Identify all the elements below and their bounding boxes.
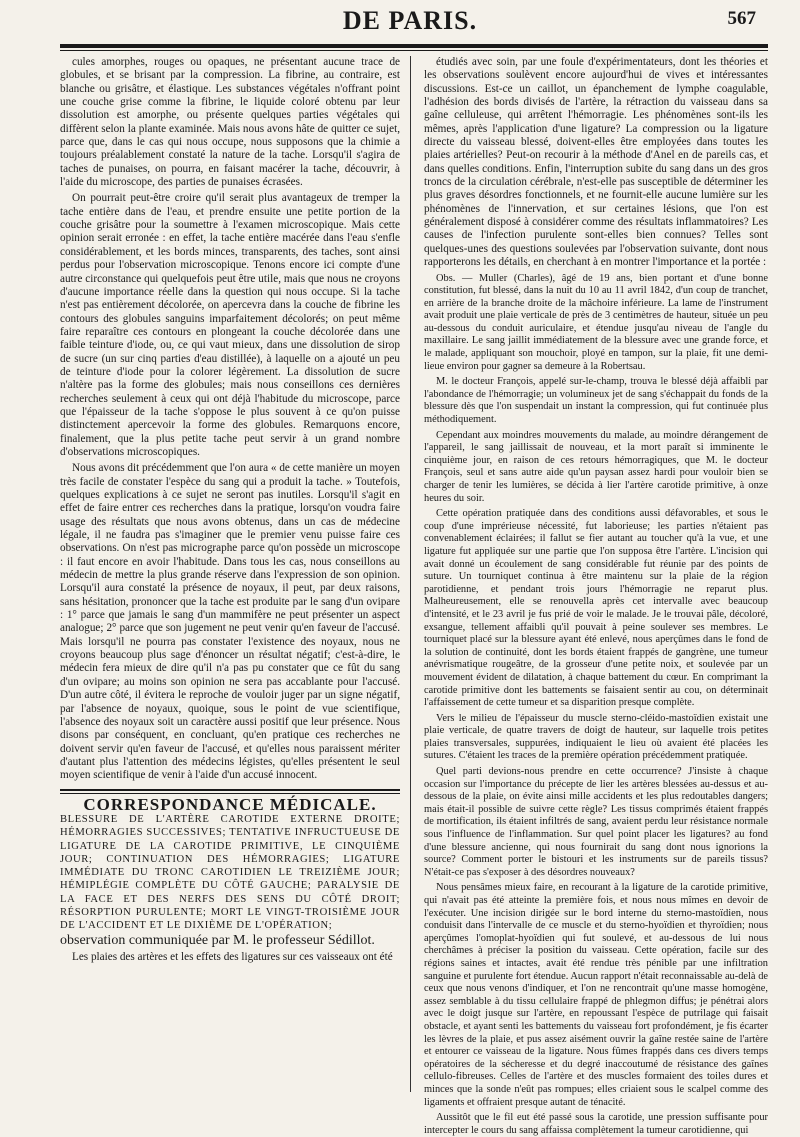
observation-paragraph: Obs. — Muller (Charles), âgé de 19 ans, bien portant et d'une bonne constitution, fut blessé, dans la nuit du 10 au 11 avril 1842, d'un coup de tranchet, en arrière de la branche droite de la mâchoire inférieure. La lame de l'instrument avait produit une plaie verticale de près de 3 centimètres de hauteur, située un peu au-dessous du conduit auriculaire, et étendue jusqu'au niveau de l'angle du maxillaire. Le sang jaillit immédiatement de la blessure avec une grande force, et le malade, appliquant son mouchoir, ployé en tampon, sur la plaie, fit une demi-lieue environ pour gagner sa demeure à la Robertsau. <box>424 272 768 372</box>
left-paragraph: On pourrait peut-être croire qu'il serait plus avantageux de tremper la tache entière dans de l'eau, et prendre ensuite une petite portion de la couche grisâtre pour la soumettre à l'examen microscopique. Mais cette opinion serait erronée : en effet, la tache entière macérée dans l'eau s'enfle considérablement, et les bords minces, transparents, des taches, sont ainsi perdus pour l'observation microscopique. Tenons encore ici compte d'une autre circonstance qui quelquefois peut être utile, mais que nous ne croyons d'aucune importance réelle dans la question qui nous occupe. Si la tache n'est pas entièrement décolorée, on apercevra dans la couche de fibrine les contours des globules sanguins imparfaitement décolorés; on peut même faire reparaître ces contours en plongeant la couche décolorée dans une faible teinture d'iode, ou, ce qui vaut mieux, dans une dissolution de sirop de sucre (un sur cinq parties d'eau distillée), à laquelle on a ajouté un peu de teinture d'iode pour la colorer légèrement. La dissolution de sucre n'altère pas la forme des globules; mais nous conseillons ces dernières recherches seulement à ceux qui ont déjà l'habitude du microscope, parce que l'épaisseur de la tache s'oppose le plus souvent à ce qu'on puisse distinctement apercevoir la forme des globules. Remarquons encore, finalement, que la plus petite tache peut servir à un grand nombre d'observations microscopiques. <box>60 192 400 458</box>
observation-paragraph: M. le docteur François, appelé sur-le-champ, trouva le blessé déjà affaibli par l'abondance de l'hémorragie; un volumineux jet de sang s'échappait du fonds de la blessure dès que l'on suspendait un instant la compression, qui fut continuée plus méthodiquement. <box>424 376 768 426</box>
page-number: 567 <box>727 8 756 29</box>
section-title: CORRESPONDANCE MÉDICALE. <box>83 794 377 814</box>
section-rule <box>60 789 400 794</box>
observation-paragraph: Nous pensâmes mieux faire, en recourant à la ligature de la carotide primitive, qui n'avait pas été atteinte la première fois, et nous nous mîmes en devoir de l'exécuter. Une incision dirigée sur le bord interne du sterno-mastoïdien, nous conduisit dans l'intervalle de ce muscle et du sterno-hyoïdien et thyroïdien; nous aperçûmes l'omoplat-hyoïdien qui fut soulevé, et au-dessous de lui nous cherchâmes à préciser la position du vaisseau. Cette opération, facile sur des régions saines et intactes, avait été rendue très pénible par une infiltration sanguine et purulente fort étendue. Aucun rapport n'était reconnaissable au-delà de ceux que nous venons d'indiquer, et l'on ne rencontrait qu'une masse homogène, assez semblable à du tissu cellulaire frappé de phlegmon diffus; je pénétrai alors avec le doigt jusque sur l'artère, en repoussant l'espèce de putrilage qui faisait obstacle, et ayant senti les battements du vaisseau fort profondément, je fis écarter les lèvres de la plaie, et pus assez aisément ouvrir la gaîne restée saine de l'artère et entourer ce vaisseau de la ligature. Nous fûmes frappés dans ces divers temps opératoires de la sécheresse et du degré inaccoutumé de résistance des gaînes cellulo-fibreuses. Celles de l'artère et des muscles formaient des toiles dures et minces que la sonde n'eût pas rompues; elles criaient sous le scalpel comme des ligaments et offraient presque autant de ténacité. <box>424 882 768 1108</box>
section-author: observation communiquée par M. le professeur Sédillot. <box>60 932 375 948</box>
left-paragraph: Nous avons dit précédemment que l'on aura « de cette manière un moyen très facile de constater l'espèce du sang qui a produit la tache. » Toutefois, quelques explications à ce sujet ne seront pas inutiles. Lorsqu'il s'agit en effet de faire entrer ces recherches dans la pratique, lorsqu'on voudra faire usage des résultats que nous avons obtenus, dans un cas de médecine légale, il ne faudra pas s'imaginer que le premier venu puisse faire ces observations. On n'est pas micrographe parce qu'on possède un microscope : il faut encore en avoir l'habitude. Dans tous les cas, nous conseillons au médecin de mettre la plus grande réserve dans l'expression de son opinion. Lorsqu'il aura constaté la présence de noyaux, il peut, par deux raisons, sans hésitation, prononcer que la tache est produite par le sang d'un ovipare : 1° parce que jamais le sang d'un mammifère ne peut présenter un aspect analogue; 2° parce que son jugement ne peut venir qu'en faveur de l'accusé. Mais lorsqu'il ne pourra pas constater l'existence des noyaux, nous ne croyons beaucoup plus sage d'énoncer un résultat négatif; c'est-à-dire, le médecin fera mieux de dire qu'il n'a pas pu constater que ce fût du sang d'un ovipare; au moins son opinion ne sera pas accablante pour l'accusé. D'un autre côté, il évitera le reproche de vouloir juger par un signe négatif, par l'absence de noyaux, quoique, sous le point de vue scientifique, l'absence des noyaux soit un caractère aussi positif que leur présence. Nous disons par conséquent, en concluant, qu'en pratique ces recherches ne doivent servir qu'en faveur de l'accusé, et qu'elles nous paraissent mériter d'autant plus l'attention des médecins légistes, qu'elles présentent le seul moyen scientifique de venir à l'aide d'un accusé innocent. <box>60 462 400 782</box>
right-column <box>424 56 768 1136</box>
observation-paragraph: Cette opération pratiquée dans des conditions aussi défavorables, et sous le coup d'une imprérieuse nécessité, fut laborieuse; les parties n'étaient pas convenablement éclairées; il fallut se fier autant au toucher qu'à la vue, et une ligature fut appliquée sur une partie que l'on supposa être l'artère. L'incision qui avait donné un écoulement de sang considérable fut réunie par des points de suture. Un tourniquet continua à être maintenu sur la plaie de la région parotidienne, et pendant trois jours l'hémorragie ne reparut plus. Malheureusement, elle se renouvella après cet intervalle avec beaucoup d'intensité, et le 23 avril je fus prié de voir le malade. Je le trouvai pâle, décoloré, exsangue, tellement affaibli qu'il pouvait à peine soulever ses membres. Le tourniquet placé sur la blessure ayant été enlevé, nous aperçûmes dans le fond de la solution de continuité, dont les bords étaient frappés de gangrène, une tumeur anévrismatique rougeâtre, de la grosseur d'une petite noix, et soulevée par un mouvement évident de dilatation, à chaque battement du cœur. En comprimant la carotide primitive dont les battements se faisaient sentir au cou, on déterminait l'affaissement de cette tumeur et sa disparition presque complète. <box>424 508 768 709</box>
running-title: DE PARIS. <box>342 6 478 35</box>
observation-paragraph: Vers le milieu de l'épaisseur du muscle sterno-cléido-mastoïdien existait une plaie verticale, de quatre travers de doigt de hauteur, sur laquelle trois petites plaies transversales, suppurées, indiquaient le lieu où avaient été placées les sutures. C'étaient les traces de la première opération précédemment pratiquée. <box>424 712 768 762</box>
header-rule-thick <box>60 44 768 48</box>
observation-paragraph: Cependant aux moindres mouvements du malade, au moindre dérangement de l'appareil, le sang jaillissait de nouveau, et la mort paraît si imminente le cinquième jour, en raison de ces retours hémorragiques, que M. le docteur François, seul et sans autre aide qu'un paysan assez hardi pour vouloir bien se charger de tenir les lumières, se décida à lier l'artère carotide primitive, à onze heures du soir. <box>424 429 768 504</box>
left-paragraph: cules amorphes, rouges ou opaques, ne présentant aucune trace de globules, et se brisant par la compression. La fibrine, au contraire, est blanche ou grisâtre, et élastique. Les substances végétales n'offrant point une couche grise comme la fibrine, le liquide coloré obtenu par leur dissolution est amorphe, ou présente quelques parties végétales qui diffèrent selon la plante examinée. Mais nous avons hâte de quitter ce sujet, parce que, dans le cas qui nous occupe, nous supposons que la chimie a toujours préalablement constaté la nature de la tache. Lorsqu'il s'agira de taches de punaises, on pourra, en faisant macérer la tache, découvrir, à l'aide du microscope, des parties de punaises écrasées. <box>60 56 400 189</box>
section-subtitle: BLESSURE DE L'ARTÈRE CAROTIDE EXTERNE DROITE; HÉMORRAGIES SUCCESSIVES; TENTATIVE INFRUCTUEUSE DE LIGATURE DE LA CAROTIDE PRIMITIVE, LE CINQUIÈME JOUR; CONTINUATION DES HÉMORRAGIES; LIGATURE IMMÉDIATE DU TRONC CAROTIDIEN LE TREIZIÈME JOUR; HÉMIPLÉGIE COMPLÈTE DU CÔTÉ GAUCHE; PARALYSIE DE LA FACE ET DES NERFS DES SENS DU CÔTÉ DROIT; RÉSORPTION PURULENTE; MORT LE VINGT-TROISIÈME JOUR DE L'ACCIDENT ET LE DIXIÈME DE L'OPÉRATION; <box>60 813 400 932</box>
observation-paragraph: Aussitôt que le fil eut été passé sous la carotide, une pression suffisante pour intercepter le cours du sang affaissa complètement la tumeur carotidienne, qui <box>424 1112 768 1136</box>
left-column <box>60 56 400 1092</box>
right-paragraph: étudiés avec soin, par une foule d'expérimentateurs, dont les théories et les observations soulèvent encore aujourd'hui de vives et intéressantes discussions. Est-ce un caillot, un épanchement de lymphe coagulable, l'adhésion des bords divisés de l'artère, la rétraction du vaisseau dans sa gaîne celluleuse, qui arrêtent l'hémorragie. Les phénomènes sont-ils les mêmes, après l'application d'une ligature? La compression ou la ligature directe du vaisseau blessé, doivent-elles être employées dans toutes les plaies artérielles? Peut-on recourir à la méthode d'Anel en de pareils cas, et dans quelles conditions. Enfin, l'interruption subite du sang dans un des gros troncs de la circulation cérébrale, n'est-elle pas susceptible de déterminer les plus graves désordres fonctionnels, et ne fournit-elle aucune lumière sur les phénomènes de l'innervation, et sur certaines lésions, que l'on est généralement disposé à considérer comme des résultats inflammatoires? Les causes de l'infection purulente sont-elles bien connues? Telles sont quelques-unes des questions soulevées par l'observation suivante, dont nous rapporterons les détails, en cherchant à en montrer l'importance et la portée : <box>424 56 768 269</box>
running-head <box>60 6 760 42</box>
header-rule-thin <box>60 50 768 51</box>
column-divider <box>410 56 411 1092</box>
observation-paragraph: Quel parti devions-nous prendre en cette occurrence? J'insiste à chaque occasion sur l'importance du précepte de lier les artères blessées au-dessus et au-dessous de la plaie, on évite ainsi mille accidents et les plus redoutables dangers; mais était-il possible de suivre cette règle? Les tissus comprimés étaient frappés de mortification, ils étaient infiltrés de sang, avaient perdu leur résistance normale sous l'influence de l'inflammation. Sur quel point placer les ligatures? au fond d'une blessure ancienne, qui nous fournirait du sang dont nous ignorions la source? Comment porter le bistouri et les instruments sur de pareils tissus? N'était-ce pas s'exposer à des désordres nouveaux? <box>424 766 768 878</box>
section-opening: Les plaies des artères et les effets des ligatures sur ces vaisseaux ont été <box>72 950 393 963</box>
